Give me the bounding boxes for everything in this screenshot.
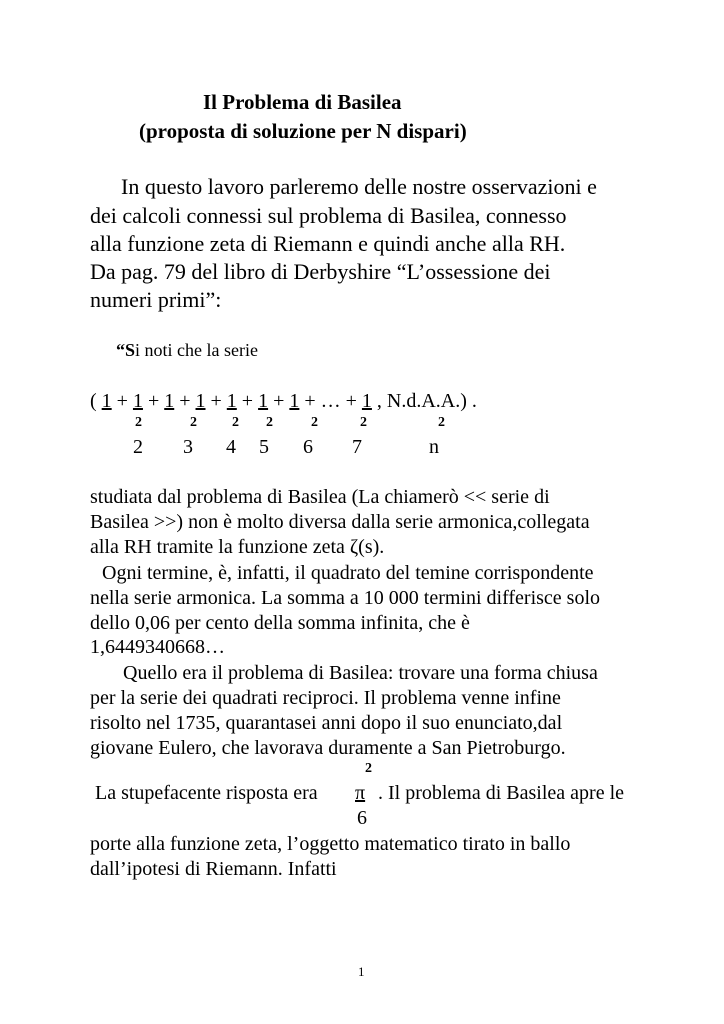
quote-intro (116, 340, 258, 361)
series-denominator: 4 (226, 436, 236, 458)
quote-text: i noti che la serie (135, 340, 258, 360)
intro-line: In questo lavoro parleremo delle nostre osservazioni e (121, 174, 597, 199)
series-exponent: 2 (438, 415, 445, 430)
body-line: per la serie dei quadrati reciproci. Il problema venne infine (90, 687, 561, 709)
series-numerator: 1 (289, 390, 300, 412)
series-exponent: 2 (266, 415, 273, 430)
series-operator: + (268, 390, 290, 412)
series-formula (90, 390, 477, 413)
intro-line: dei calcoli connessi sul problema di Basilea, connesso (90, 203, 567, 228)
series-numerator: 1 (361, 390, 372, 412)
series-numerator: 1 (132, 390, 143, 412)
series-denominator: 5 (259, 436, 269, 458)
series-exponent: 2 (190, 415, 197, 430)
answer-pi: π (355, 782, 366, 804)
series-denominator: n (429, 436, 439, 458)
series-denominator: 2 (133, 436, 143, 458)
series-numerator: 1 (195, 390, 206, 412)
body-line: dello 0,06 per cento della somma infinita, che è (90, 612, 470, 634)
answer-denominator: 6 (357, 807, 367, 829)
series-operator: + (142, 390, 165, 412)
closing-line: dall’ipotesi di Riemann. Infatti (90, 858, 337, 880)
document-title: Il Problema di Basilea (203, 90, 402, 114)
series-numerator: 1 (258, 390, 269, 412)
series-denominator: 3 (183, 436, 193, 458)
body-line: alla RH tramite la funzione zeta ζ(s). (90, 536, 385, 558)
body-line: Quello era il problema di Basilea: trovare una forma chiusa (123, 662, 598, 684)
series-numerator: 1 (101, 390, 112, 412)
series-operator: + (111, 390, 133, 412)
intro-line: numeri primi”: (90, 287, 222, 312)
series-numerator: 1 (226, 390, 237, 412)
series-numerator: 1 (164, 390, 175, 412)
series-exponent: 2 (360, 415, 367, 430)
series-denominator: 7 (352, 436, 362, 458)
intro-line: Da pag. 79 del libro di Derbyshire “L’ossessione dei (90, 259, 551, 284)
series-exponent: 2 (311, 415, 318, 430)
answer-exponent: 2 (365, 761, 372, 776)
body-line: risolto nel 1735, quarantasei anni dopo il suo enunciato,dal (90, 712, 563, 734)
series-exponent: 2 (135, 415, 142, 430)
body-line: 1,6449340668… (90, 636, 225, 658)
document-subtitle: (proposta di soluzione per N dispari) (139, 119, 467, 143)
quote-open-mark: “S (116, 340, 136, 360)
intro-line: alla funzione zeta di Riemann e quindi anche alla RH. (90, 231, 566, 256)
series-open: ( (90, 390, 102, 412)
body-line: Basilea >>) non è molto diversa dalla serie armonica,collegata (90, 511, 590, 533)
series-ellipsis: + … + (299, 390, 362, 412)
series-operator: + (205, 390, 227, 412)
series-exponent: 2 (232, 415, 239, 430)
series-operator: + (236, 390, 259, 412)
closing-line: porte alla funzione zeta, l’oggetto matematico tirato in ballo (90, 833, 571, 855)
body-line: nella serie armonica. La somma a 10 000 termini differisce solo (90, 587, 601, 609)
page-number: 1 (358, 964, 365, 979)
body-line: Ogni termine, è, infatti, il quadrato del temine corrispondente (102, 562, 594, 584)
series-tail: , N.d.A.A.) . (371, 390, 477, 412)
body-line: giovane Eulero, che lavorava duramente a San Pietroburgo. (90, 737, 566, 759)
body-line: studiata dal problema di Basilea (La chiamerò << serie di (90, 486, 550, 508)
series-denominator: 6 (303, 436, 313, 458)
answer-prefix: La stupefacente risposta era (95, 782, 318, 804)
series-operator: + (174, 390, 196, 412)
answer-suffix: . Il problema di Basilea apre le (378, 782, 625, 804)
